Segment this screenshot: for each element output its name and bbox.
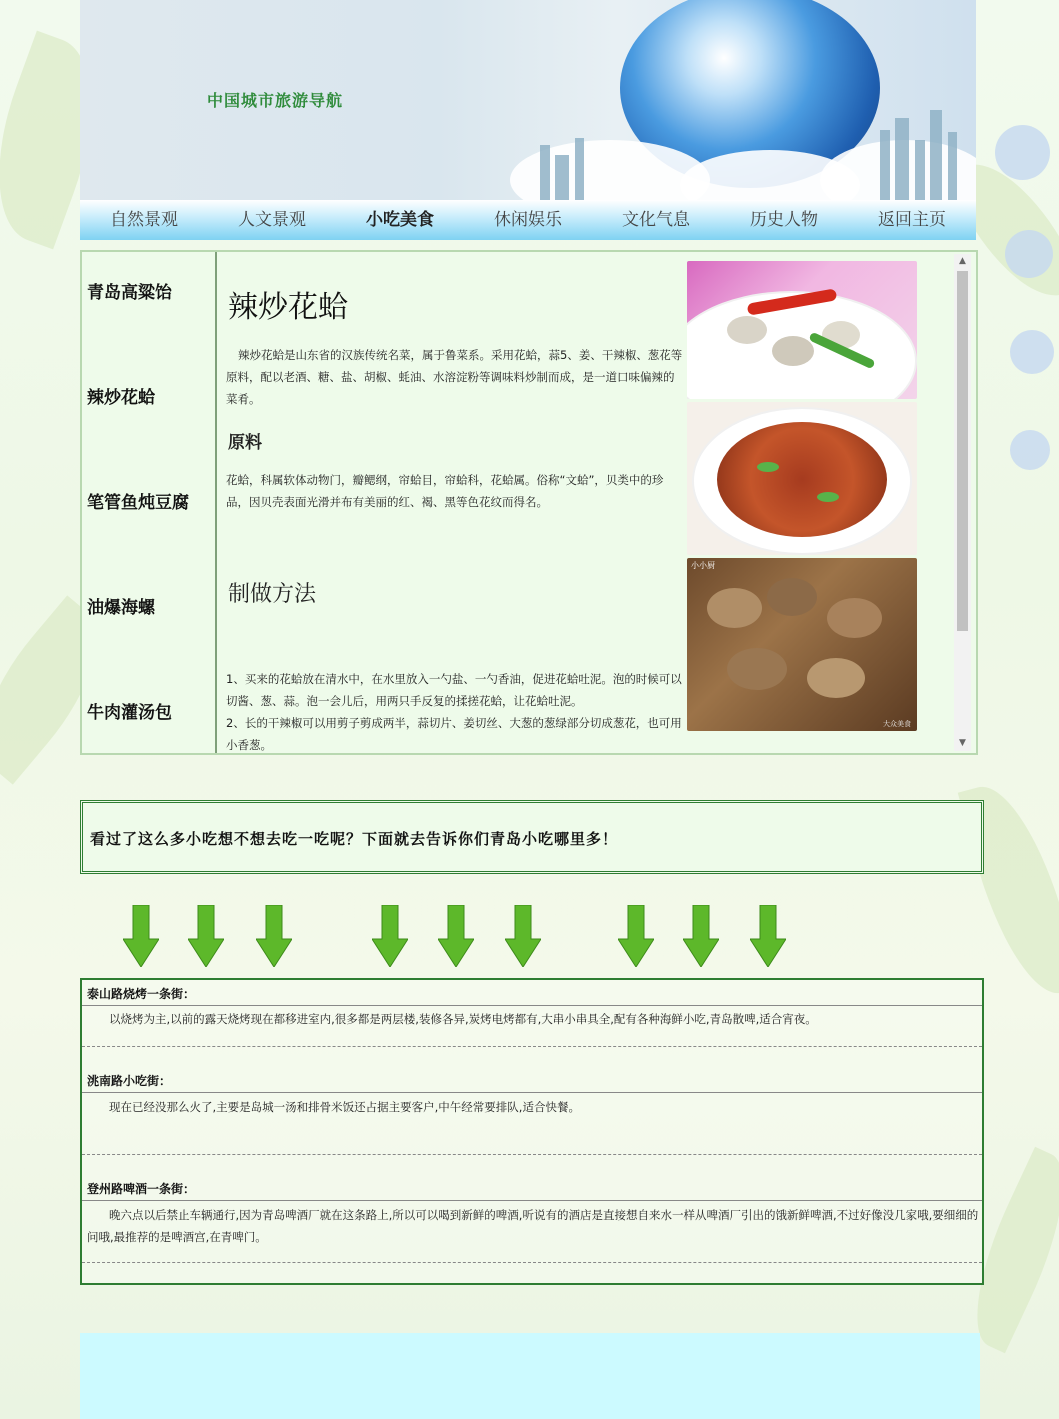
- street-description: 现在已经没那么火了,主要是岛城一汤和排骨米饭还占据主要客户,中午经常要排队,适合快餐。: [109, 1100, 580, 1114]
- scallion-shape: [757, 462, 779, 472]
- sidebar-item-squid-tofu[interactable]: 笔管鱼炖豆腐: [87, 493, 189, 513]
- ingredients-text: 花蛤，科属软体动物门，瓣鳃纲，帘蛤目，帘蛤科，花蛤属。俗称“文蛤”，贝类中的珍品，因贝壳表面光滑并布有美丽的红、褐、黑等色花纹而得名。: [226, 473, 664, 509]
- food-panel: [80, 250, 978, 755]
- sidebar-item-sorghum-candy[interactable]: 青岛高粱饴: [87, 283, 172, 303]
- down-arrow-icon: [683, 905, 719, 967]
- site-title: 中国城市旅游导航: [207, 91, 344, 110]
- background-dot: [1010, 430, 1050, 470]
- down-arrow-icon: [372, 905, 408, 967]
- clam-shape: [707, 588, 762, 628]
- down-arrow-icon: [188, 905, 224, 967]
- background-dot: [1010, 330, 1054, 374]
- nav-item-home[interactable]: 返回主页: [878, 210, 946, 230]
- nav-item-snacks[interactable]: 小吃美食: [366, 210, 434, 230]
- street-name: 洮南路小吃街：: [82, 1069, 982, 1093]
- method-step-1: 1、买来的花蛤放在清水中，在水里放入一勺盐、一勺香油，促进花蛤吐泥。泡的时候可以切酱、葱、蒜。泡一会儿后，用两只手反复的揉搓花蛤，让花蛤吐泥。: [226, 672, 682, 708]
- content-scrollbar[interactable]: [954, 254, 971, 751]
- dish-title: 辣炒花蛤: [228, 290, 348, 325]
- down-arrow-icon: [123, 905, 159, 967]
- prompt-text: 看过了这么多小吃想不想去吃一吃呢？下面就去告诉你们青岛小吃哪里多！: [90, 830, 619, 848]
- city-building: [575, 138, 584, 200]
- clam-shape: [772, 336, 814, 366]
- photo-watermark: 大众美食: [883, 720, 911, 728]
- nav-item-culture[interactable]: 文化气息: [622, 210, 690, 230]
- clam-shape: [767, 578, 817, 616]
- dish-photo-3: [687, 558, 917, 731]
- dish-photo-2: [687, 402, 917, 555]
- city-building: [915, 140, 925, 200]
- nav-item-history-figures[interactable]: 历史人物: [750, 210, 818, 230]
- page-footer: [80, 1333, 980, 1419]
- city-building: [555, 155, 569, 200]
- city-building: [895, 118, 909, 200]
- background-dot: [1005, 230, 1053, 278]
- clam-shape: [727, 316, 767, 344]
- sidebar-item-beef-soup-bun[interactable]: 牛肉灌汤包: [87, 703, 172, 723]
- down-arrow-icon: [256, 905, 292, 967]
- clam-shape: [827, 598, 882, 638]
- city-building: [880, 130, 890, 200]
- nav-item-cultural-scenery[interactable]: 人文景观: [238, 210, 306, 230]
- prompt-box: [80, 800, 984, 874]
- street-name: 泰山路烧烤一条街：: [82, 982, 982, 1006]
- nav-item-leisure[interactable]: 休闲娱乐: [494, 210, 562, 230]
- scroll-down-arrow-icon[interactable]: ▼: [959, 738, 966, 748]
- down-arrow-icon: [618, 905, 654, 967]
- street-description: 晚六点以后禁止车辆通行,因为青岛啤酒厂就在这条路上,所以可以喝到新鲜的啤酒,听说有的酒店是直接想自来水一样从啤酒厂引出的饿新鲜啤酒,不过好像没几家哦,要细细的问哦,最推荐的是啤酒宫,在青啤门。: [87, 1208, 979, 1244]
- scallion-shape: [817, 492, 839, 502]
- sidebar-item-spicy-clams[interactable]: 辣炒花蛤: [87, 388, 155, 408]
- header-banner: [80, 0, 976, 200]
- down-arrow-icon: [505, 905, 541, 967]
- method-step-2: 2、长的干辣椒可以用剪子剪成两半，蒜切片、姜切丝、大葱的葱绿部分切成葱花，也可用小香葱。: [226, 716, 682, 752]
- nav-item-natural-scenery[interactable]: 自然景观: [110, 210, 178, 230]
- street-divider: [82, 1046, 982, 1047]
- street-description: 以烧烤为主,以前的露天烧烤现在都移进室内,很多都是两层楼,装修各异,炭烤电烤都有,大串小串具全,配有各种海鲜小吃,青岛散啤,适合宵夜。: [109, 1012, 817, 1026]
- food-sidebar: [82, 252, 217, 753]
- snack-streets-box: [80, 978, 984, 1285]
- down-arrow-icon: [750, 905, 786, 967]
- scroll-up-arrow-icon[interactable]: ▲: [959, 256, 966, 266]
- clam-shape: [727, 648, 787, 690]
- street-divider: [82, 1262, 982, 1263]
- scrollbar-thumb[interactable]: [957, 271, 968, 631]
- clam-shape: [807, 658, 865, 698]
- dish-intro: 辣炒花蛤是山东省的汉族传统名菜，属于鲁菜系。采用花蛤，蒜5、姜、干辣椒、葱花等原料，配以老酒、糖、盐、胡椒、蚝油、水溶淀粉等调味料炒制而成，是一道口味偏辣的菜肴。: [226, 348, 683, 406]
- dish-photo-1: [687, 261, 917, 399]
- dish-content: [219, 252, 976, 753]
- street-divider: [82, 1154, 982, 1155]
- photo-caption: 小小厨: [691, 561, 715, 570]
- city-building: [948, 132, 957, 200]
- ingredients-heading: 原料: [228, 433, 262, 453]
- city-building: [540, 145, 550, 200]
- main-nav: [80, 200, 976, 240]
- sidebar-item-fried-conch[interactable]: 油爆海螺: [87, 598, 155, 618]
- method-heading: 制做方法: [228, 582, 317, 607]
- street-name: 登州路啤酒一条街：: [82, 1177, 982, 1201]
- background-dot: [995, 125, 1050, 180]
- down-arrow-icon: [438, 905, 474, 967]
- dish-pile: [717, 422, 887, 537]
- city-building: [930, 110, 942, 200]
